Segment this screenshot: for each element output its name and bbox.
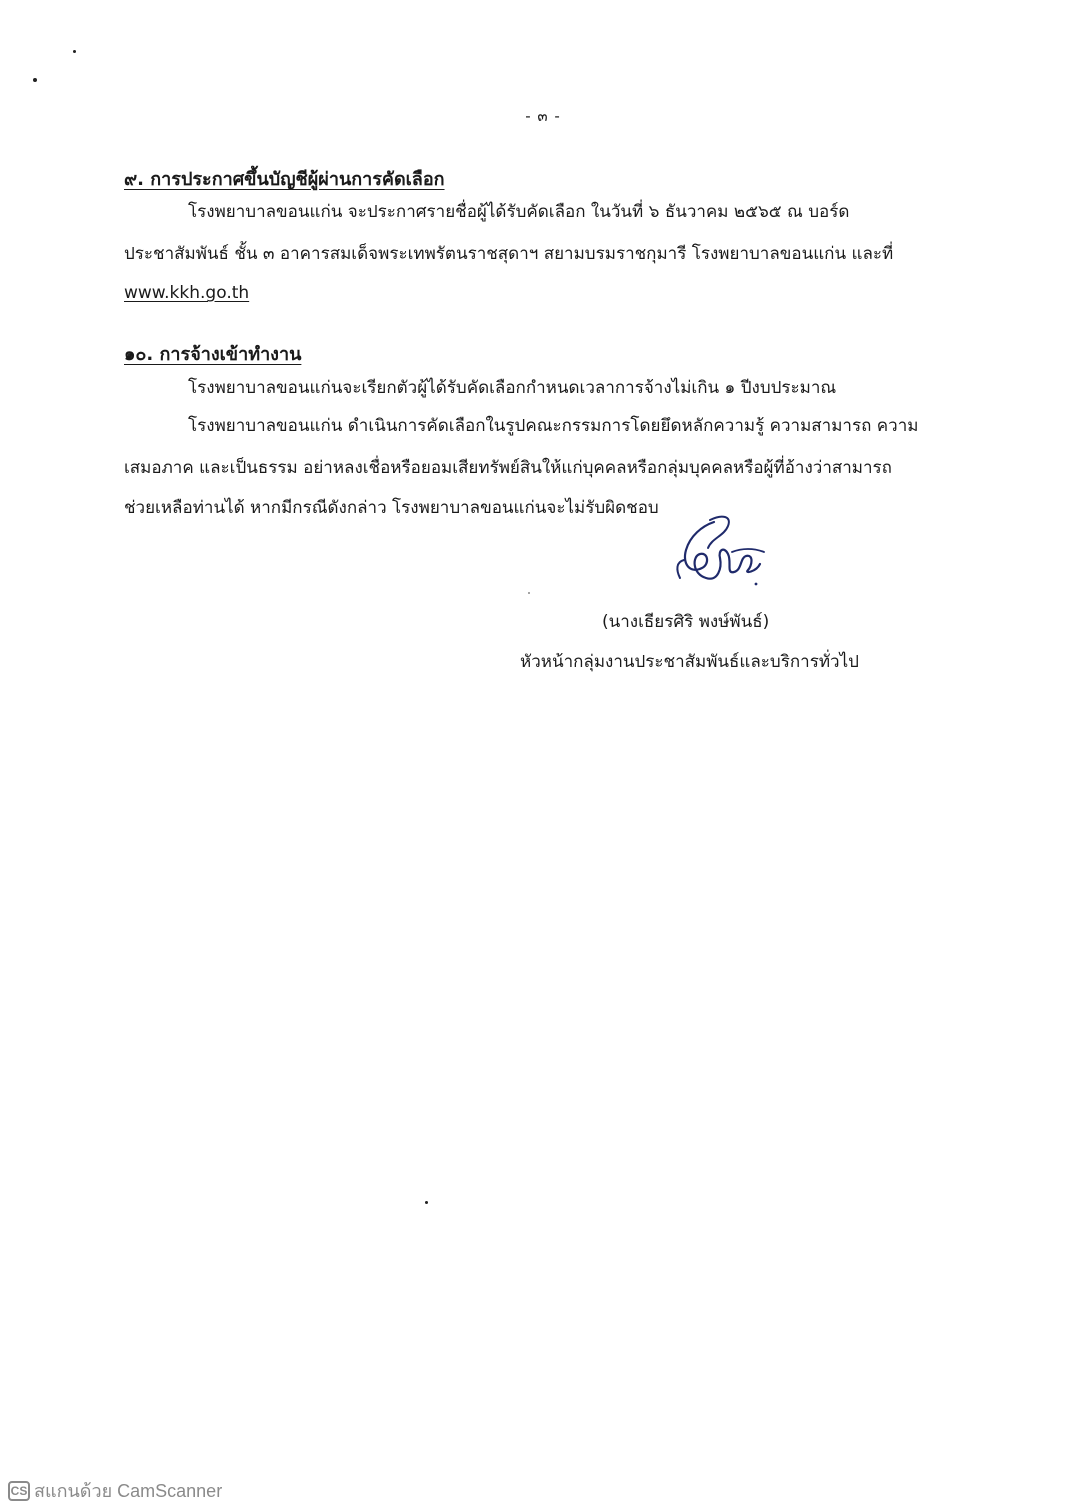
section-10-line-2: โรงพยาบาลขอนแก่น ดำเนินการคัดเลือกในรูปคณะกรรมการโดยยึดหลักความรู้ ความสามารถ ความ [188, 416, 919, 436]
scan-speck [33, 78, 37, 82]
scan-speck [73, 50, 76, 53]
handwritten-signature [662, 512, 772, 598]
website-link[interactable]: www.kkh.go.th [124, 283, 250, 303]
section-10-line-3: เสมอภาค และเป็นธรรม อย่าหลงเชื่อหรือยอมเสียทรัพย์สินให้แก่บุคคลหรือกลุ่มบุคคลหรือผู้ที่อ้างว่าสามารถ [124, 458, 892, 478]
signatory-name: (นางเธียรศิริ พงษ์พันธ์) [602, 612, 770, 632]
page-number: - ๓ - [525, 107, 561, 125]
section-10-heading: ๑๐. การจ้างเข้าทำงาน [124, 344, 302, 365]
camscanner-watermark [8, 1476, 222, 1505]
signatory-title: หัวหน้ากลุ่มงานประชาสัมพันธ์และบริการทั่วไป [520, 652, 859, 672]
section-10-line-4: ช่วยเหลือท่านได้ หากมีกรณีดังกล่าว โรงพยาบาลขอนแก่นจะไม่รับผิดชอบ [124, 498, 659, 518]
section-9-line-1: โรงพยาบาลขอนแก่น จะประกาศรายชื่อผู้ได้รับคัดเลือก ในวันที่ ๖ ธันวาคม ๒๕๖๕ ณ บอร์ด [188, 202, 850, 222]
scan-speck [528, 592, 530, 594]
scan-speck [425, 1201, 428, 1204]
watermark-text: สแกนด้วย CamScanner [34, 1481, 223, 1501]
section-9-line-2: ประชาสัมพันธ์ ชั้น ๓ อาคารสมเด็จพระเทพรัตนราชสุดาฯ สยามบรมราชกุมารี โรงพยาบาลขอนแก่น และที่ [124, 244, 894, 264]
section-10-line-1: โรงพยาบาลขอนแก่นจะเรียกตัวผู้ได้รับคัดเลือกกำหนดเวลาการจ้างไม่เกิน ๑ ปีงบประมาณ [188, 378, 837, 398]
section-9-heading: ๙. การประกาศขึ้นบัญชีผู้ผ่านการคัดเลือก [124, 169, 445, 190]
camscanner-logo-icon: CS [8, 1481, 30, 1501]
